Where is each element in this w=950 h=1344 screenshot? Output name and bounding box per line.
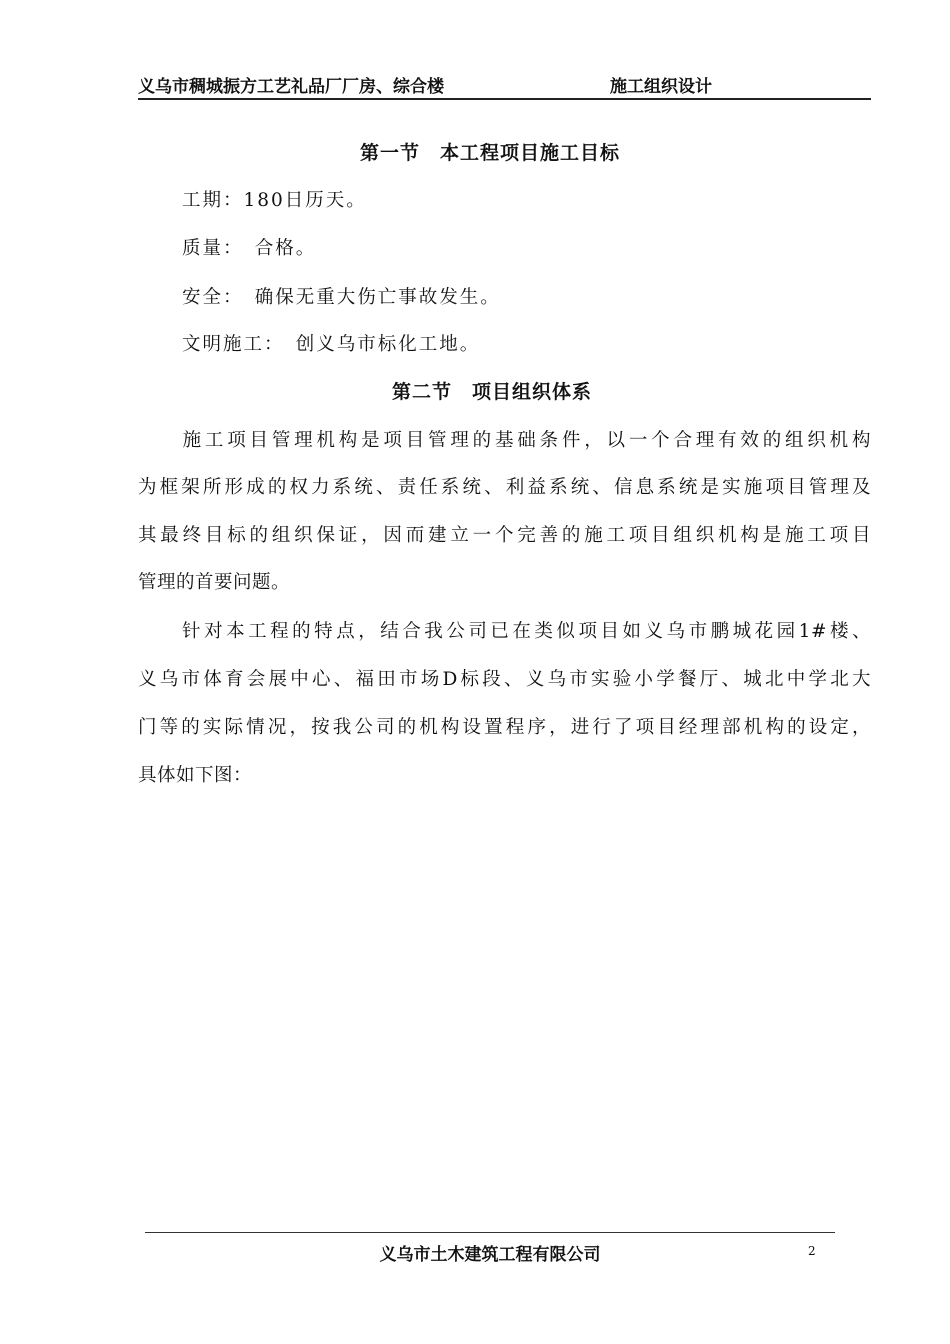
header-project-title: 义乌市稠城振方工艺礼品厂厂房、综合楼 bbox=[138, 77, 444, 97]
para2-line: 门等的实际情况，按我公司的机构设置程序，进行了项目经理部机构的设定， bbox=[138, 717, 871, 738]
para1-line: 其最终目标的组织保证，因而建立一个完善的施工项目组织机构是施工项目 bbox=[138, 525, 871, 546]
para2-line: 具体如下图： bbox=[138, 765, 253, 786]
page-header bbox=[138, 70, 871, 100]
section1-title: 第一节 本工程项目施工目标 bbox=[360, 142, 621, 164]
goal-quality: 质量： 合格。 bbox=[182, 238, 317, 259]
goal-safety: 安全： 确保无重大伤亡事故发生。 bbox=[182, 287, 501, 308]
para2-line: 针对本工程的特点，结合我公司已在类似项目如义乌市鹏城花园1#楼、 bbox=[138, 621, 871, 642]
para1-line: 管理的首要问题。 bbox=[138, 572, 291, 593]
footer-company: 义乌市土木建筑工程有限公司 bbox=[379, 1245, 601, 1265]
para1-line: 为框架所形成的权力系统、责任系统、利益系统、信息系统是实施项目管理及 bbox=[138, 477, 871, 498]
section2-title: 第二节 项目组织体系 bbox=[392, 381, 593, 403]
para2-line: 义乌市体育会展中心、福田市场D标段、义乌市实验小学餐厅、城北中学北大 bbox=[138, 669, 871, 690]
goal-duration: 工期：180日历天。 bbox=[182, 190, 367, 211]
goal-civilized-construction: 文明施工： 创义乌市标化工地。 bbox=[182, 334, 481, 355]
page-number: 2 bbox=[808, 1244, 816, 1258]
para1-line: 施工项目管理机构是项目管理的基础条件，以一个合理有效的组织机构 bbox=[138, 430, 871, 451]
footer-rule bbox=[145, 1232, 835, 1233]
header-doc-title: 施工组织设计 bbox=[610, 77, 712, 97]
